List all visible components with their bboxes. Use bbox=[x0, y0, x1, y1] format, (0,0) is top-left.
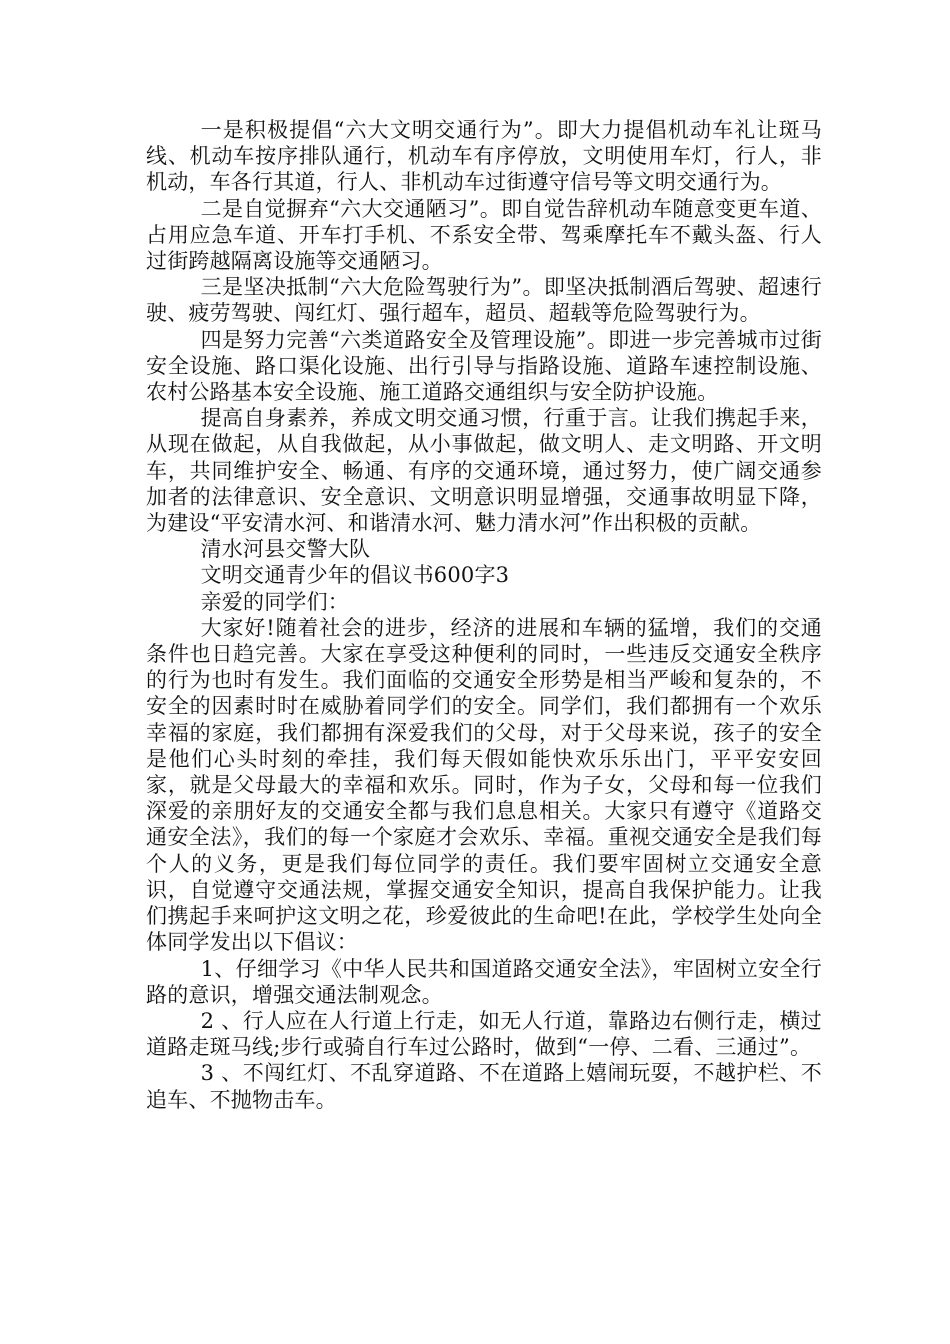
paragraph-civilized-behavior: 一是积极提倡“六大文明交通行为”。即大力提倡机动车礼让斑马线、机动车按序排队通行，机动车有序停放，文明使用车灯，行人，非机动，车各行其道，行人、非机动车过街遵守信号等文明交通行为。 bbox=[146, 118, 822, 195]
paragraph-road-facilities: 四是努力完善“六类道路安全及管理设施”。即进一步完善城市过街安全设施、路口渠化设施、出行引导与指路设施、道路车速控制设施、农村公路基本安全设施、施工道路交通组织与安全防护设施。 bbox=[146, 327, 822, 405]
paragraph-improve-quality: 提高自身素养，养成文明交通习惯，行重于言。让我们携起手来，从现在做起，从自我做起，从小事做起，做文明人、走文明路、开文明车，共同维护安全、畅通、有序的交通环境，通过努力，使广阔交通参加者的法律意识、安全意识、文明意识明显增强，交通事故明显下降，为建设“平安清水河、和谐清水河、魅力清水河”作出积极的贡献。 bbox=[146, 406, 822, 536]
proposal-item-2: 2 、行人应在人行道上行走，如无人行道，靠路边右侧行走，横过道路走斑马线;步行或骑自行车过公路时，做到“一停、二看、三通过”。 bbox=[146, 1008, 822, 1060]
paragraph-dangerous-driving: 三是坚决抵制“六大危险驾驶行为”。即坚决抵制酒后驾驶、超速行驶、疲劳驾驶、闯红灯、强行超车，超员、超载等危险驾驶行为。 bbox=[146, 275, 822, 326]
paragraph-greeting: 大家好!随着社会的进步，经济的进展和车辆的猛增，我们的交通条件也日趋完善。大家在享受这种便利的同时，一些违反交通安全秩序的行为也时有发生。我们面临的交通安全形势是相当严峻和复杂的，不安全的因素时时在威胁着同学们的安全。同学们，我们都拥有一个欢乐幸福的家庭，我们都拥有深爱我们的父母，对于父母来说，孩子的安全是他们心头时刻的牵挂，我们每天假如能快欢乐乐出门，平平安安回家，就是父母最大的幸福和欢乐。同时，作为子女，父母和每一位我们深爱的亲朋好友的交通安全都与我们息息相关。大家只有遵守《道路交通安全法》，我们的每一个家庭才会欢乐、幸福。重视交通安全是我们每个人的义务，更是我们每位同学的责任。我们要牢固树立交通安全意识，自觉遵守交通法规，掌握交通安全知识，提高自我保护能力。让我们携起手来呵护这文明之花，珍爱彼此的生命吧!在此，学校学生处向全体同学发出以下倡议： bbox=[146, 615, 822, 955]
signature-traffic-police: 清水河县交警大队 bbox=[200, 537, 371, 562]
proposal-item-1: 1、仔细学习《中华人民共和国道路交通安全法》，牢固树立安全行路的意识，增强交通法制观念。 bbox=[146, 956, 822, 1007]
section-title: 文明交通青少年的倡议书600字3 bbox=[200, 563, 510, 588]
proposal-item-3: 3 、不闯红灯、不乱穿道路、不在道路上嬉闹玩耍，不越护栏、不追车、不抛物击车。 bbox=[146, 1061, 822, 1112]
salutation: 亲爱的同学们： bbox=[200, 589, 349, 614]
document-body bbox=[146, 117, 822, 1113]
paragraph-bad-habits: 二是自觉摒弃“六大交通陋习”。即自觉告辞机动车随意变更车道、占用应急车道、开车打手机、不系安全带、驾乘摩托车不戴头盔、行人过街跨越隔离设施等交通陋习。 bbox=[146, 196, 822, 274]
